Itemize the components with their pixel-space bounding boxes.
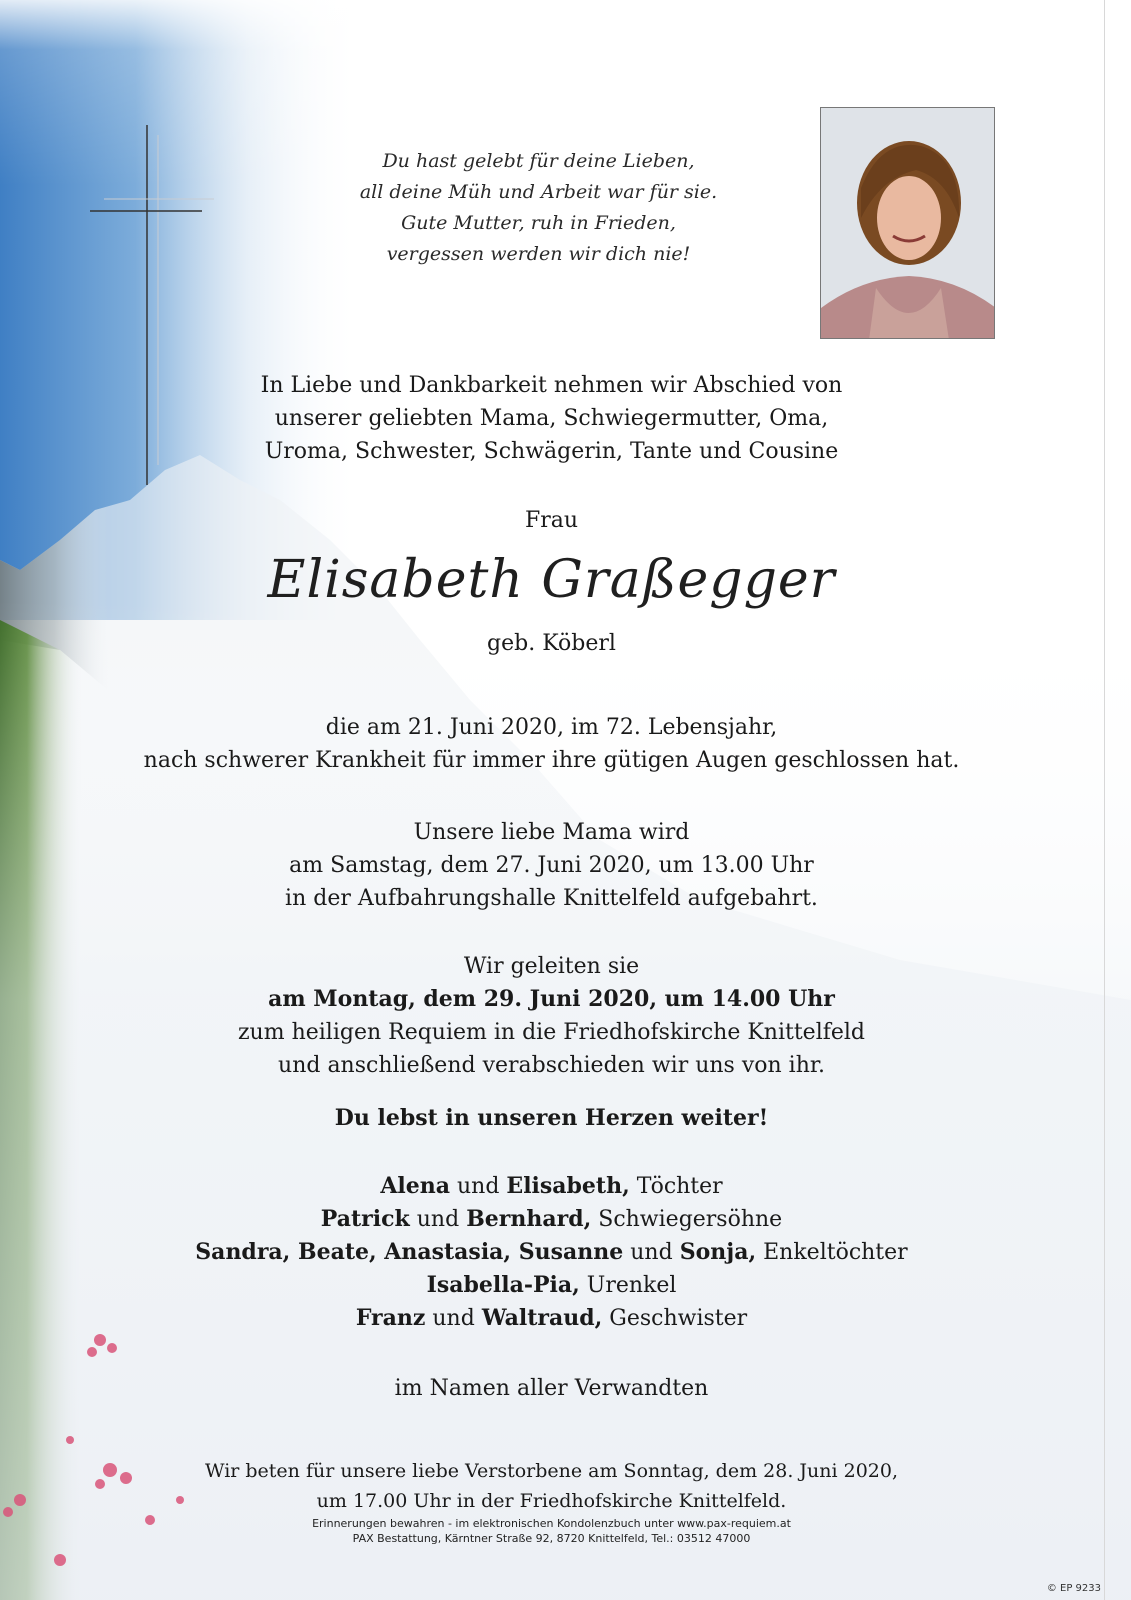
mourner-row bbox=[0, 1302, 1117, 1335]
mourner-relation: Enkeltöchter bbox=[756, 1240, 908, 1265]
viewing-line: am Samstag, dem 27. Juni 2020, um 13.00 Uhr bbox=[289, 853, 814, 878]
mourner-connector: und bbox=[623, 1240, 680, 1265]
mourner-name: Isabella-Pia, bbox=[426, 1272, 580, 1298]
mourner-name: Alena bbox=[380, 1173, 450, 1199]
mourner-connector: und bbox=[450, 1174, 507, 1199]
mourner-name: Elisabeth, bbox=[506, 1173, 630, 1199]
footer-info bbox=[0, 1516, 1117, 1546]
death-notice bbox=[0, 711, 1117, 777]
deceased-name: Elisabeth Graßegger bbox=[267, 550, 836, 610]
portrait-photo bbox=[820, 107, 995, 339]
mourner-relation: Geschwister bbox=[602, 1306, 748, 1331]
intro-text bbox=[0, 369, 1117, 468]
poem-line: Du hast gelebt für deine Lieben, bbox=[382, 150, 695, 172]
poem-line: all deine Müh und Arbeit war für sie. bbox=[359, 181, 718, 203]
prayer-line: um 17.00 Uhr in der Friedhofskirche Knittelfeld. bbox=[316, 1490, 787, 1512]
page-edge-divider bbox=[1104, 0, 1105, 1600]
poem-line: vergessen werden wir dich nie! bbox=[386, 243, 691, 265]
mourner-row bbox=[0, 1236, 1117, 1269]
intro-line: In Liebe und Dankbarkeit nehmen wir Abschied von bbox=[260, 373, 843, 398]
funeral-notice bbox=[0, 950, 1117, 1082]
mourner-name: Patrick bbox=[320, 1206, 410, 1232]
mourner-row bbox=[0, 1203, 1117, 1236]
maiden-name: geb. Köberl bbox=[487, 631, 616, 656]
mourner-relation: Schwiegersöhne bbox=[591, 1207, 783, 1232]
mourner-row bbox=[0, 1170, 1117, 1203]
mourner-connector: und bbox=[409, 1207, 467, 1232]
footer-line: PAX Bestattung, Kärntner Straße 92, 8720 Knittelfeld, Tel.: 03512 47000 bbox=[352, 1532, 751, 1545]
poem-line: Gute Mutter, ruh in Frieden, bbox=[401, 212, 676, 234]
mourner-name: Waltraud, bbox=[481, 1305, 603, 1331]
intro-line: unserer geliebten Mama, Schwiegermutter, Oma, bbox=[274, 406, 829, 431]
funeral-line: zum heiligen Requiem in die Friedhofskirche Knittelfeld bbox=[237, 1020, 866, 1045]
relatives-line: im Namen aller Verwandten bbox=[394, 1376, 709, 1401]
footer-line: Erinnerungen bewahren - im elektronischen Kondolenzbuch unter www.pax-requiem.at bbox=[312, 1517, 791, 1530]
viewing-notice bbox=[0, 816, 1117, 915]
funeral-date bbox=[0, 983, 1117, 1016]
death-line: nach schwerer Krankheit für immer ihre gütigen Augen geschlossen hat. bbox=[143, 748, 960, 773]
funeral-line: und anschließend verabschieden wir uns von ihr. bbox=[278, 1053, 825, 1078]
mourner-name: Bernhard, bbox=[466, 1206, 592, 1232]
motto-text: Du lebst in unseren Herzen weiter! bbox=[334, 1105, 769, 1131]
motto bbox=[0, 1102, 1117, 1135]
salutation: Frau bbox=[524, 508, 579, 533]
funeral-line: Wir geleiten sie bbox=[463, 954, 640, 979]
prayer-notice bbox=[0, 1456, 1117, 1516]
mourners-list bbox=[0, 1170, 1117, 1335]
mourner-connector: und bbox=[425, 1306, 482, 1331]
print-code: © EP 9233 bbox=[1046, 1583, 1101, 1594]
mourner-relation: Töchter bbox=[629, 1174, 723, 1199]
viewing-line: in der Aufbahrungshalle Knittelfeld aufgebahrt. bbox=[285, 886, 818, 911]
death-line: die am 21. Juni 2020, im 72. Lebensjahr, bbox=[325, 715, 778, 740]
mourner-name: Sonja, bbox=[679, 1239, 757, 1265]
mourner-row bbox=[0, 1269, 1117, 1302]
funeral-date-text: am Montag, dem 29. Juni 2020, um 14.00 Uhr bbox=[268, 986, 835, 1012]
viewing-line: Unsere liebe Mama wird bbox=[413, 820, 690, 845]
mourner-name: Franz bbox=[355, 1305, 426, 1331]
mourner-name: Sandra, Beate, Anastasia, Susanne bbox=[195, 1239, 624, 1265]
prayer-line: Wir beten für unsere liebe Verstorbene am Sonntag, dem 28. Juni 2020, bbox=[205, 1460, 898, 1482]
intro-line: Uroma, Schwester, Schwägerin, Tante und Cousine bbox=[264, 439, 839, 464]
mourner-relation: Urenkel bbox=[579, 1273, 677, 1298]
